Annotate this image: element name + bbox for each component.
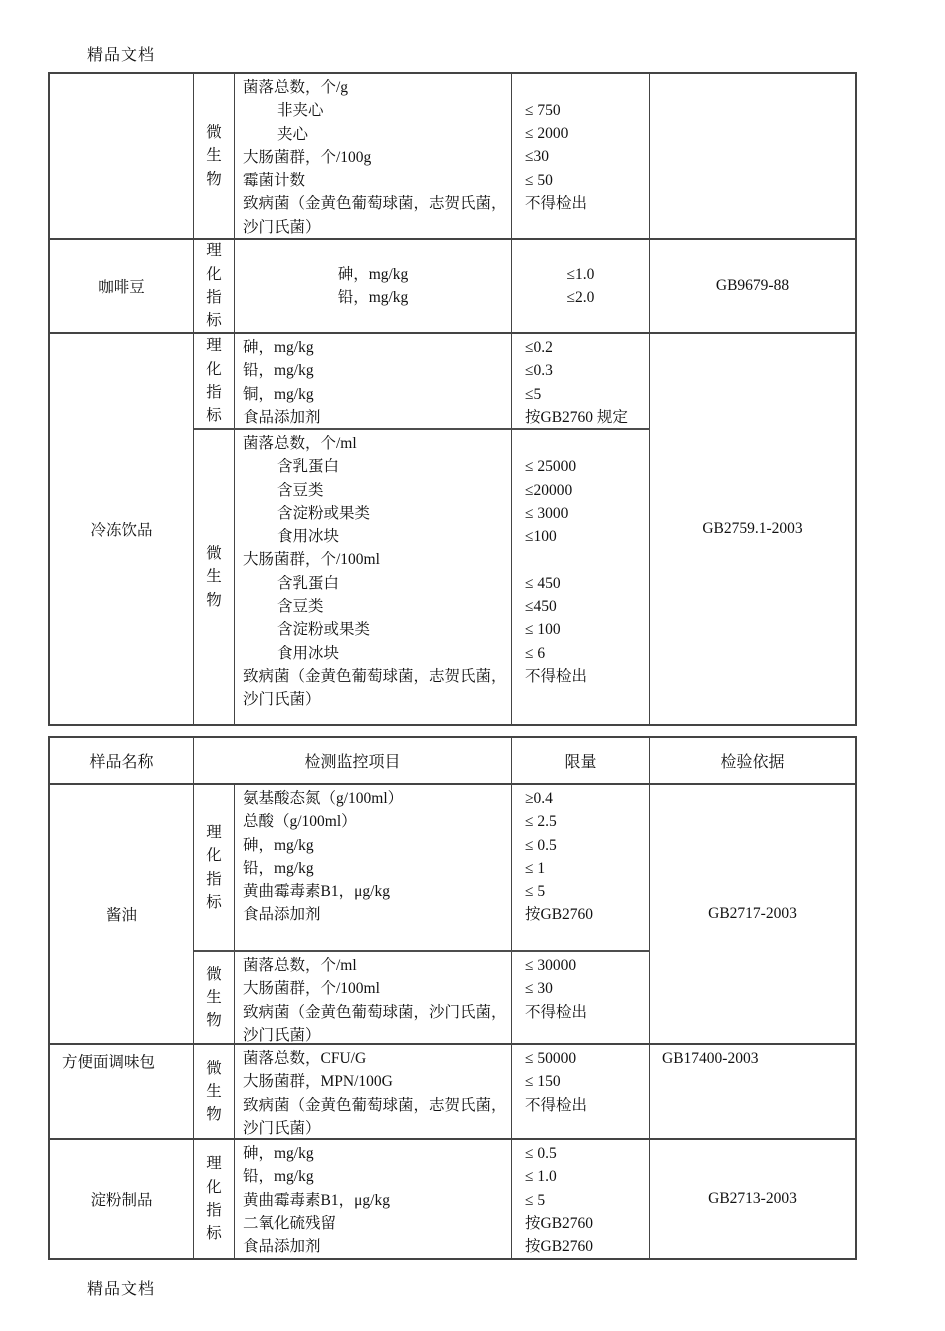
basis-cell: GB2717-2003 — [708, 905, 797, 922]
indicator-section — [194, 428, 650, 724]
category-cell — [194, 785, 235, 950]
limit-line: ≤0.3 — [525, 362, 553, 380]
items-column — [235, 952, 512, 1043]
item-line: 沙门氏菌） — [243, 691, 321, 709]
limit-line: 按GB2760 — [525, 1214, 594, 1232]
limit-line: 不得检出 — [525, 667, 588, 685]
item-line: 砷，mg/kg — [337, 265, 409, 283]
category-char: 指 — [206, 1202, 222, 1219]
category-char: 物 — [206, 591, 222, 609]
category-char: 微 — [206, 1059, 222, 1077]
table-row — [50, 332, 855, 724]
category-char: 标 — [206, 312, 222, 330]
indicator-section — [194, 950, 650, 1043]
limit-line — [512, 1117, 649, 1138]
limit-line: ≤5 — [525, 385, 542, 403]
limit-line: ≤ 2000 — [525, 125, 569, 143]
category-char: 物 — [206, 170, 222, 188]
limit-line — [512, 432, 649, 455]
detection-items-area — [194, 785, 650, 1043]
limit-line: ≤ 2.5 — [525, 813, 557, 831]
sample-name-cell: 淀粉制品 — [50, 1140, 194, 1258]
item-line: 二氧化硫残留 — [243, 1214, 337, 1232]
table-row — [50, 238, 855, 332]
item-line: 铅，mg/kg — [337, 289, 409, 306]
item-line: 砷，mg/kg — [243, 836, 314, 854]
limit-line — [512, 76, 649, 99]
category-char: 物 — [206, 1012, 222, 1030]
category-char: 微 — [206, 124, 222, 142]
item-line: 砷，mg/kg — [243, 1145, 314, 1162]
item-line: 大肠菌群，个/100g — [243, 148, 372, 166]
limit-line — [512, 548, 649, 571]
item-line: 食品添加剂 — [243, 906, 321, 924]
item-line: 沙门氏菌） — [243, 218, 321, 236]
limit-line: ≤450 — [525, 598, 557, 616]
category-char: 指 — [206, 870, 222, 888]
item-line: 大肠菌群，个/100ml — [243, 980, 380, 998]
category-char: 微 — [206, 965, 222, 983]
limit-line: ≤ 1 — [525, 859, 546, 877]
indicator-section — [194, 334, 650, 428]
limit-line: 按GB2760 — [525, 1238, 594, 1256]
limits-column — [512, 430, 650, 724]
header-cell-detection-items: 检测监控项目 — [194, 738, 512, 783]
category-char: 生 — [206, 568, 222, 586]
detection-items-area — [194, 74, 650, 238]
indicator-section — [194, 1045, 650, 1138]
limit-line: ≤ 50 — [525, 171, 553, 189]
category-char: 理 — [206, 242, 222, 260]
sample-name-cell: 方便面调味包 — [50, 1045, 194, 1138]
detection-items-area — [194, 1140, 650, 1258]
limit-line: ≤0.2 — [525, 339, 553, 356]
limit-line: ≤ 0.5 — [525, 836, 557, 854]
item-line: 致病菌（金黄色葡萄球菌，沙门氏菌， — [243, 1003, 507, 1021]
limit-line: ≤ 3000 — [525, 504, 569, 522]
item-line: 沙门氏菌） — [243, 1026, 321, 1043]
item-line: 总酸（g/100ml） — [243, 813, 357, 831]
items-column — [235, 1140, 512, 1258]
sample-name-cell — [50, 74, 194, 238]
table-row — [50, 74, 855, 238]
item-line: 铜，mg/kg — [243, 385, 314, 403]
item-line: 菌落总数，个/g — [243, 79, 349, 96]
limit-line: 按GB2760 规定 — [525, 408, 628, 426]
header-cell-inspection-basis: 检验依据 — [720, 754, 785, 771]
table-row — [50, 1043, 855, 1138]
item-line: 含豆类 — [277, 481, 324, 499]
item-line: 铅，mg/kg — [243, 362, 314, 380]
category-char: 理 — [206, 823, 222, 841]
item-line: 黄曲霉毒素B1，μg/kg — [243, 1191, 390, 1209]
limit-line: ≤ 1.0 — [525, 1168, 557, 1186]
item-line: 含淀粉或果类 — [277, 621, 371, 639]
limits-column — [512, 240, 650, 332]
items-column — [235, 785, 512, 950]
standards-table-continued — [48, 72, 857, 726]
limit-line — [512, 215, 649, 238]
item-line: 铅，mg/kg — [243, 1168, 314, 1186]
category-char: 标 — [206, 407, 222, 425]
category-cell — [194, 240, 235, 332]
category-cell — [194, 334, 235, 428]
category-char: 生 — [206, 147, 222, 165]
item-line: 含乳蛋白 — [277, 574, 340, 592]
limit-line: ≤2.0 — [566, 289, 595, 306]
basis-cell: GB2759.1-2003 — [702, 520, 803, 537]
items-column — [235, 74, 512, 238]
item-line: 食用冰块 — [277, 528, 340, 546]
item-line: 沙门氏菌） — [243, 1119, 321, 1137]
limit-line: ≤ 150 — [525, 1073, 561, 1091]
indicator-section — [194, 240, 650, 332]
category-cell — [194, 1045, 235, 1138]
category-char: 物 — [206, 1106, 222, 1124]
item-line: 夹心 — [277, 125, 309, 143]
limit-line: ≤1.0 — [566, 265, 595, 283]
limit-line: ≤ 30000 — [525, 957, 577, 974]
detection-items-area — [194, 334, 650, 724]
limit-line: ≤ 25000 — [525, 458, 577, 476]
items-column — [235, 1045, 512, 1138]
category-char: 化 — [206, 265, 222, 283]
detection-items-area — [194, 240, 650, 332]
limit-line: ≤100 — [525, 528, 557, 546]
basis-cell: GB2713-2003 — [708, 1190, 797, 1207]
indicator-section — [194, 785, 650, 950]
indicator-section — [194, 74, 650, 238]
limits-column — [512, 74, 650, 238]
limit-line: ≤ 5 — [525, 883, 546, 901]
detection-items-area — [194, 1045, 650, 1138]
basis-cell: GB17400-2003 — [662, 1050, 759, 1067]
item-line: 铅，mg/kg — [243, 859, 314, 877]
sample-name-cell: 咖啡豆 — [50, 240, 194, 332]
category-cell — [194, 430, 235, 724]
item-line: 大肠菌群，MPN/100G — [243, 1073, 393, 1091]
table-row — [50, 783, 855, 1043]
limit-line: ≤ 6 — [525, 644, 546, 662]
limits-column — [512, 785, 650, 950]
sample-name-cell: 冷冻饮品 — [50, 334, 194, 724]
sample-name-cell: 酱油 — [50, 785, 194, 1043]
item-line: 含豆类 — [277, 598, 324, 616]
header-cell-limit: 限量 — [512, 738, 650, 783]
category-char: 生 — [206, 988, 222, 1006]
item-line: 致病菌（金黄色葡萄球菌，志贺氏菌， — [243, 667, 507, 685]
limit-line: ≤ 5 — [525, 1191, 546, 1209]
limit-line: ≤ 450 — [525, 574, 561, 592]
header-note: 精品文档 — [87, 47, 156, 64]
category-char: 标 — [206, 1225, 222, 1243]
category-char: 理 — [206, 337, 222, 355]
category-char: 化 — [206, 360, 222, 378]
limits-column — [512, 952, 650, 1043]
item-line: 食品添加剂 — [243, 408, 321, 426]
category-cell — [194, 74, 235, 238]
limit-line: ≤ 100 — [525, 621, 561, 639]
table-header-row — [50, 738, 855, 783]
limit-line — [512, 688, 649, 711]
item-line: 霉菌计数 — [243, 172, 306, 190]
category-char: 生 — [206, 1082, 222, 1100]
limit-line: ≤ 30 — [525, 980, 553, 998]
item-line: 含淀粉或果类 — [277, 504, 371, 522]
limit-line: ≤ 750 — [525, 101, 561, 119]
footer-note: 精品文档 — [87, 1281, 156, 1298]
limit-line: 按GB2760 — [525, 906, 594, 924]
item-line: 含乳蛋白 — [277, 458, 340, 476]
items-column — [235, 240, 512, 332]
item-line: 菌落总数，个/ml — [243, 435, 357, 452]
limit-line: ≥0.4 — [525, 790, 553, 807]
items-column — [235, 334, 512, 428]
item-line: 砷，mg/kg — [243, 339, 314, 356]
item-line: 氨基酸态氮（g/100ml） — [243, 790, 404, 807]
item-line: 黄曲霉毒素B1，μg/kg — [243, 883, 390, 901]
limits-column — [512, 1140, 650, 1258]
category-char: 化 — [206, 847, 222, 865]
basis-cell — [650, 74, 855, 238]
item-line: 菌落总数，个/ml — [243, 957, 357, 974]
limit-line: 不得检出 — [525, 194, 588, 212]
indicator-section — [194, 1140, 650, 1258]
item-line: 致病菌（金黄色葡萄球菌，志贺氏菌， — [243, 1096, 507, 1114]
category-char: 标 — [206, 893, 222, 911]
category-char: 指 — [206, 289, 222, 306]
limit-line: ≤20000 — [525, 481, 573, 499]
category-cell — [194, 952, 235, 1043]
limit-line — [512, 1024, 649, 1043]
table-row — [50, 1138, 855, 1258]
category-char: 指 — [206, 384, 222, 401]
item-line: 食品添加剂 — [243, 1238, 321, 1256]
limit-line: 不得检出 — [525, 1096, 588, 1114]
item-line: 大肠菌群，个/100ml — [243, 551, 380, 569]
header-cell-sample-name: 样品名称 — [50, 738, 194, 783]
item-line: 食用冰块 — [277, 644, 340, 662]
basis-cell: GB9679-88 — [715, 277, 790, 294]
limits-column — [512, 334, 650, 428]
limit-line: ≤30 — [525, 148, 550, 166]
item-line: 菌落总数，CFU/G — [243, 1050, 367, 1067]
category-char: 理 — [206, 1155, 222, 1173]
category-char: 微 — [206, 545, 222, 563]
limit-line: ≤ 50000 — [525, 1050, 577, 1067]
category-char: 化 — [206, 1178, 222, 1196]
item-line: 致病菌（金黄色葡萄球菌，志贺氏菌， — [243, 195, 507, 213]
items-column — [235, 430, 512, 724]
item-line: 非夹心 — [277, 102, 324, 120]
category-cell — [194, 1140, 235, 1258]
limit-line: ≤ 0.5 — [525, 1145, 557, 1162]
limit-line: 不得检出 — [525, 1003, 588, 1021]
standards-table — [48, 736, 857, 1260]
limits-column — [512, 1045, 650, 1138]
